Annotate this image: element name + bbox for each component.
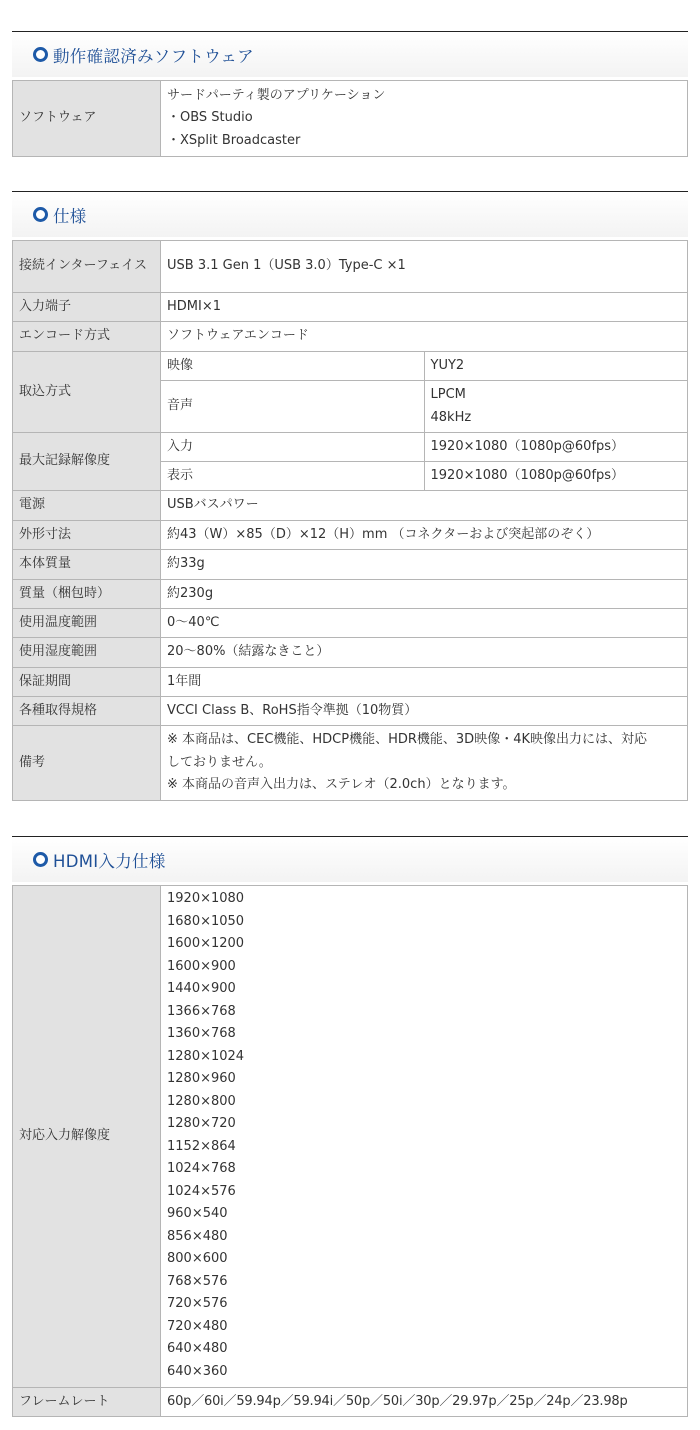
section-header	[12, 836, 688, 882]
row-value: 20〜80%（結露なきこと）	[161, 638, 688, 668]
table-row	[13, 81, 688, 157]
value-line: ・XSplit Broadcaster	[167, 132, 301, 148]
resolution-list	[161, 886, 688, 1388]
resolution-item: 1024×768	[167, 1161, 236, 1176]
row-label: 接続インターフェイス	[13, 241, 161, 293]
row-label: フレームレート	[13, 1388, 161, 1417]
value-line: ※ 本商品は、CEC機能、HDCP機能、HDR機能、3D映像・4K映像出力には、対応	[167, 732, 647, 748]
circle-bullet-icon	[33, 47, 48, 62]
row-value: ソフトウェアエンコード	[161, 322, 688, 352]
row-label: 各種取得規格	[13, 697, 161, 726]
resolution-item: 1360×768	[167, 1026, 236, 1041]
row-value: YUY2	[424, 352, 688, 381]
row-label: 使用湿度範囲	[13, 638, 161, 668]
resolution-item: 1600×1200	[167, 936, 245, 951]
resolution-item: 720×576	[167, 1296, 228, 1311]
section-title: 動作確認済みソフトウェア	[53, 46, 254, 66]
value-line: 48kHz	[430, 409, 472, 425]
table-row	[13, 580, 688, 609]
row-value: USBバスパワー	[161, 491, 688, 521]
section-header	[12, 31, 688, 77]
resolution-item: 1366×768	[167, 1003, 236, 1019]
row-label: 本体質量	[13, 550, 161, 580]
row-value: 約33g	[161, 550, 688, 580]
circle-bullet-icon	[33, 207, 48, 222]
resolution-item: 1680×1050	[167, 913, 245, 929]
table-row	[13, 668, 688, 697]
row-label: 備考	[13, 726, 161, 801]
resolution-item: 1280×960	[167, 1071, 236, 1086]
section-header	[12, 191, 688, 237]
row-value: 60p／60i／59.94p／59.94i／50p／50i／30p／29.97p／25p／24p／23.98p	[161, 1388, 688, 1417]
resolution-item: 1600×900	[167, 958, 236, 974]
row-label: 外形寸法	[13, 521, 161, 550]
value-line: ※ 本商品の音声入出力は、ステレオ（2.0ch）となります。	[167, 777, 516, 793]
section-title: HDMI入力仕様	[53, 851, 166, 871]
table-row	[13, 697, 688, 726]
value-line: サードパーティ製のアプリケーション	[167, 87, 386, 103]
row-label: ソフトウェア	[13, 81, 161, 157]
resolution-item: 1280×800	[167, 1093, 236, 1109]
resolution-item: 1280×720	[167, 1116, 236, 1131]
circle-bullet-icon	[33, 852, 48, 867]
resolution-item: 640×360	[167, 1363, 228, 1379]
row-value: 約230g	[161, 580, 688, 609]
row-label: エンコード方式	[13, 322, 161, 352]
software-table	[12, 80, 688, 157]
row-label: 電源	[13, 491, 161, 521]
sub-label: 表示	[161, 462, 425, 491]
table-row	[13, 322, 688, 352]
sub-label: 映像	[161, 352, 425, 381]
resolution-item: 1152×864	[167, 1138, 236, 1154]
table-row	[13, 352, 688, 381]
row-label: 対応入力解像度	[13, 886, 161, 1388]
row-value: HDMI×1	[161, 293, 688, 322]
resolution-item: 1920×1080	[167, 891, 245, 906]
row-value	[161, 726, 688, 801]
section-title: 仕様	[53, 206, 87, 226]
row-value: 0〜40℃	[161, 609, 688, 638]
table-row	[13, 886, 688, 1388]
resolution-item: 1440×900	[167, 981, 236, 996]
row-label: 取込方式	[13, 352, 161, 433]
value-line: ・OBS Studio	[167, 110, 253, 126]
sub-label: 音声	[161, 381, 425, 433]
table-row	[13, 638, 688, 668]
table-row	[13, 521, 688, 550]
row-value	[424, 381, 688, 433]
table-row	[13, 433, 688, 462]
sub-label: 入力	[161, 433, 425, 462]
resolution-item: 720×480	[167, 1318, 228, 1334]
resolution-item: 1280×1024	[167, 1048, 245, 1064]
row-value: USB 3.1 Gen 1（USB 3.0）Type-C ×1	[161, 241, 688, 293]
resolution-item: 800×600	[167, 1251, 228, 1266]
table-row	[13, 491, 688, 521]
hdmi-table	[12, 885, 688, 1417]
table-row	[13, 726, 688, 801]
row-label: 質量（梱包時）	[13, 580, 161, 609]
specs-table	[12, 240, 688, 801]
row-value: 約43（W）×85（D）×12（H）mm （コネクターおよび突起部のぞく）	[161, 521, 688, 550]
resolution-item: 856×480	[167, 1228, 228, 1244]
value-line: しておりません。	[167, 754, 272, 770]
table-row	[13, 609, 688, 638]
resolution-item: 960×540	[167, 1206, 228, 1221]
resolution-item: 1024×576	[167, 1183, 236, 1199]
table-row	[13, 241, 688, 293]
row-label: 入力端子	[13, 293, 161, 322]
section-software	[12, 31, 688, 157]
value-line: LPCM	[430, 387, 466, 402]
row-label: 最大記録解像度	[13, 433, 161, 491]
section-hdmi-input	[12, 836, 688, 1417]
row-value: 1年間	[161, 668, 688, 697]
row-value	[161, 81, 688, 157]
row-value: 1920×1080（1080p@60fps）	[424, 462, 688, 491]
table-row	[13, 1388, 688, 1417]
row-value: 1920×1080（1080p@60fps）	[424, 433, 688, 462]
section-specs	[12, 191, 688, 801]
table-row	[13, 550, 688, 580]
resolution-item: 768×576	[167, 1273, 228, 1289]
row-label: 保証期間	[13, 668, 161, 697]
row-value: VCCI Class B、RoHS指令準拠（10物質）	[161, 697, 688, 726]
row-label: 使用温度範囲	[13, 609, 161, 638]
table-row	[13, 293, 688, 322]
resolution-item: 640×480	[167, 1341, 228, 1356]
